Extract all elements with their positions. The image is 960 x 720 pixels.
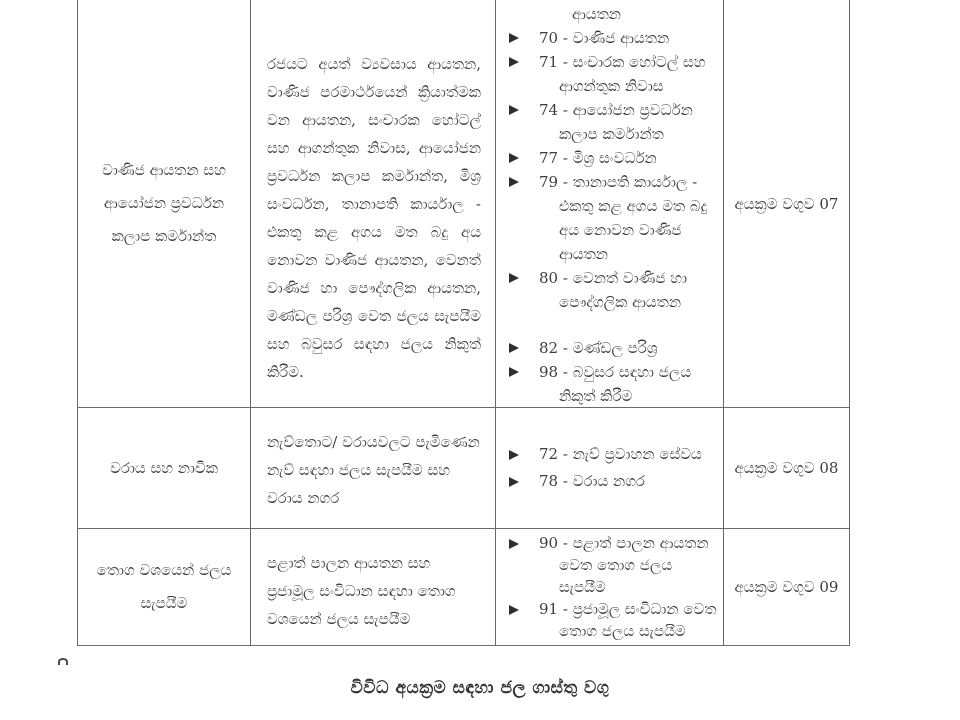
arrow-bullet-icon — [509, 450, 519, 460]
tariff-label: අයක්‍රම වගුව 09 — [734, 578, 839, 596]
code-item — [509, 146, 719, 170]
category-cell-row2 — [78, 408, 251, 529]
arrow-bullet-icon — [509, 33, 519, 43]
tariff-cell-row1 — [724, 0, 850, 408]
arrow-bullet-icon — [509, 177, 519, 187]
code-label: 71 - සංචාරක හෝටල් සහ ආගන්තුක නිවාස — [539, 53, 706, 95]
tariff-category-table — [77, 0, 849, 646]
category-text: තොග වශයෙන් ජලය සැපයීම — [96, 561, 232, 612]
code-item — [509, 266, 719, 314]
code-label: 77 - මිශ්‍ර සංවර්ධන — [539, 149, 657, 167]
scan-artifact-mark — [58, 658, 68, 665]
description-cell-row1 — [251, 0, 496, 408]
tariff-cell-row2 — [724, 408, 850, 529]
tariff-cell-row3 — [724, 529, 850, 646]
code-item — [509, 441, 719, 468]
code-item — [509, 98, 719, 146]
code-item — [509, 170, 719, 266]
category-text: වාණිජ ආයතන සහ ආයෝජන ප්‍රවර්ධන කලාප කර්මාන්ත — [102, 161, 226, 245]
category-cell-row1 — [78, 0, 251, 408]
code-label: 79 - තානාපති කාර්යාල - එකතු කළ අගය මත බදු අය නොවන වාණිජ ආයතන — [539, 173, 708, 263]
code-label: 74 - ආයෝජන ප්‍රවර්ධන කලාප කර්මාන්ත — [539, 101, 693, 143]
codes-cell-row1 — [496, 0, 724, 408]
code-label: 98 - බවුසර සඳහා ජලය නිකුත් කිරීම — [539, 363, 692, 405]
arrow-bullet-icon — [509, 539, 519, 549]
code-item — [509, 468, 719, 495]
code-item — [509, 360, 719, 408]
category-cell-row3 — [78, 529, 251, 646]
arrow-bullet-icon — [509, 477, 519, 487]
table-caption: විවිධ අයක්‍රම සඳහා ජල ගාස්තු වගු — [350, 678, 610, 698]
arrow-bullet-icon — [509, 153, 519, 163]
code-label: 82 - මණ්ඩල පරිශ්‍ර — [539, 339, 658, 357]
description-cell-row2 — [251, 408, 496, 529]
code-item — [509, 598, 719, 642]
code-label: 80 - වෙනත් වාණිජ හා පෞද්ගලික ආයතන — [539, 269, 688, 311]
code-label: 78 - වරාය නගර — [539, 472, 645, 490]
tariff-label: අයක්‍රම වගුව 08 — [734, 459, 839, 477]
codes-cell-row2 — [496, 408, 724, 529]
code-label: 90 - පළාත් පාලන ආයතන වෙත තොග ජලය සැපයීම — [539, 534, 709, 596]
code-item — [509, 50, 719, 98]
arrow-bullet-icon — [509, 57, 519, 67]
description-cell-row3 — [251, 529, 496, 646]
code-item — [509, 532, 719, 598]
code-item — [509, 26, 719, 50]
arrow-bullet-icon — [509, 367, 519, 377]
arrow-bullet-icon — [509, 273, 519, 283]
codes-cell-row3 — [496, 529, 724, 646]
description-text: රජයට අයත් ව්‍යවසාය ආයතන, වාණිජ පරමාර්ථයෙන් ක්‍රියාත්මක වන ආයතන, සංචාරක හෝටල් සහ ආගන්තුක නිවාස, ආයෝජන ප්‍රවර්ධන කලාප කර්මාන්ත, මිශ්‍ර සංවර්ධන, තානාපති කාර්යාල - එකතු කළ අගය මත බදු අය නොවන වාණිජ ආයතන, වෙනත් වාණිජ හා පෞද්ගලික ආයතන, මණ්ඩල පරිශ්‍ර වෙත ජලය සැපයීම සහ බවුසර සඳහා ජලය නිකුත් කිරීම. — [267, 55, 481, 381]
code-label: 70 - වාණිජ ආයතන — [539, 29, 670, 47]
arrow-bullet-icon — [509, 605, 519, 615]
tariff-label: අයක්‍රම වගුව 07 — [734, 194, 839, 213]
code-label: 91 - ප්‍රජාමූල සංවිධාන වෙත තොග ජලය සැපයීම — [539, 600, 717, 640]
description-text: නැව්තොට/ වරායවලට පැමිණෙන නැව් සඳහා ජලය සැපයීම සහ වරාය නගර — [267, 433, 480, 507]
carryover-line: ආයතන — [572, 5, 621, 23]
description-text: පළාත් පාලන ආයතන සහ ප්‍රජාමූල සංවිධාන සඳහා තොග වශයෙන් ජලය සැපයීම — [267, 554, 456, 628]
code-label: 72 - නැව් ප්‍රවාහන සේවය — [539, 445, 702, 463]
category-text: වරාය සහ නාවික — [110, 458, 218, 477]
code-item — [509, 336, 719, 360]
arrow-bullet-icon — [509, 105, 519, 115]
arrow-bullet-icon — [509, 343, 519, 353]
